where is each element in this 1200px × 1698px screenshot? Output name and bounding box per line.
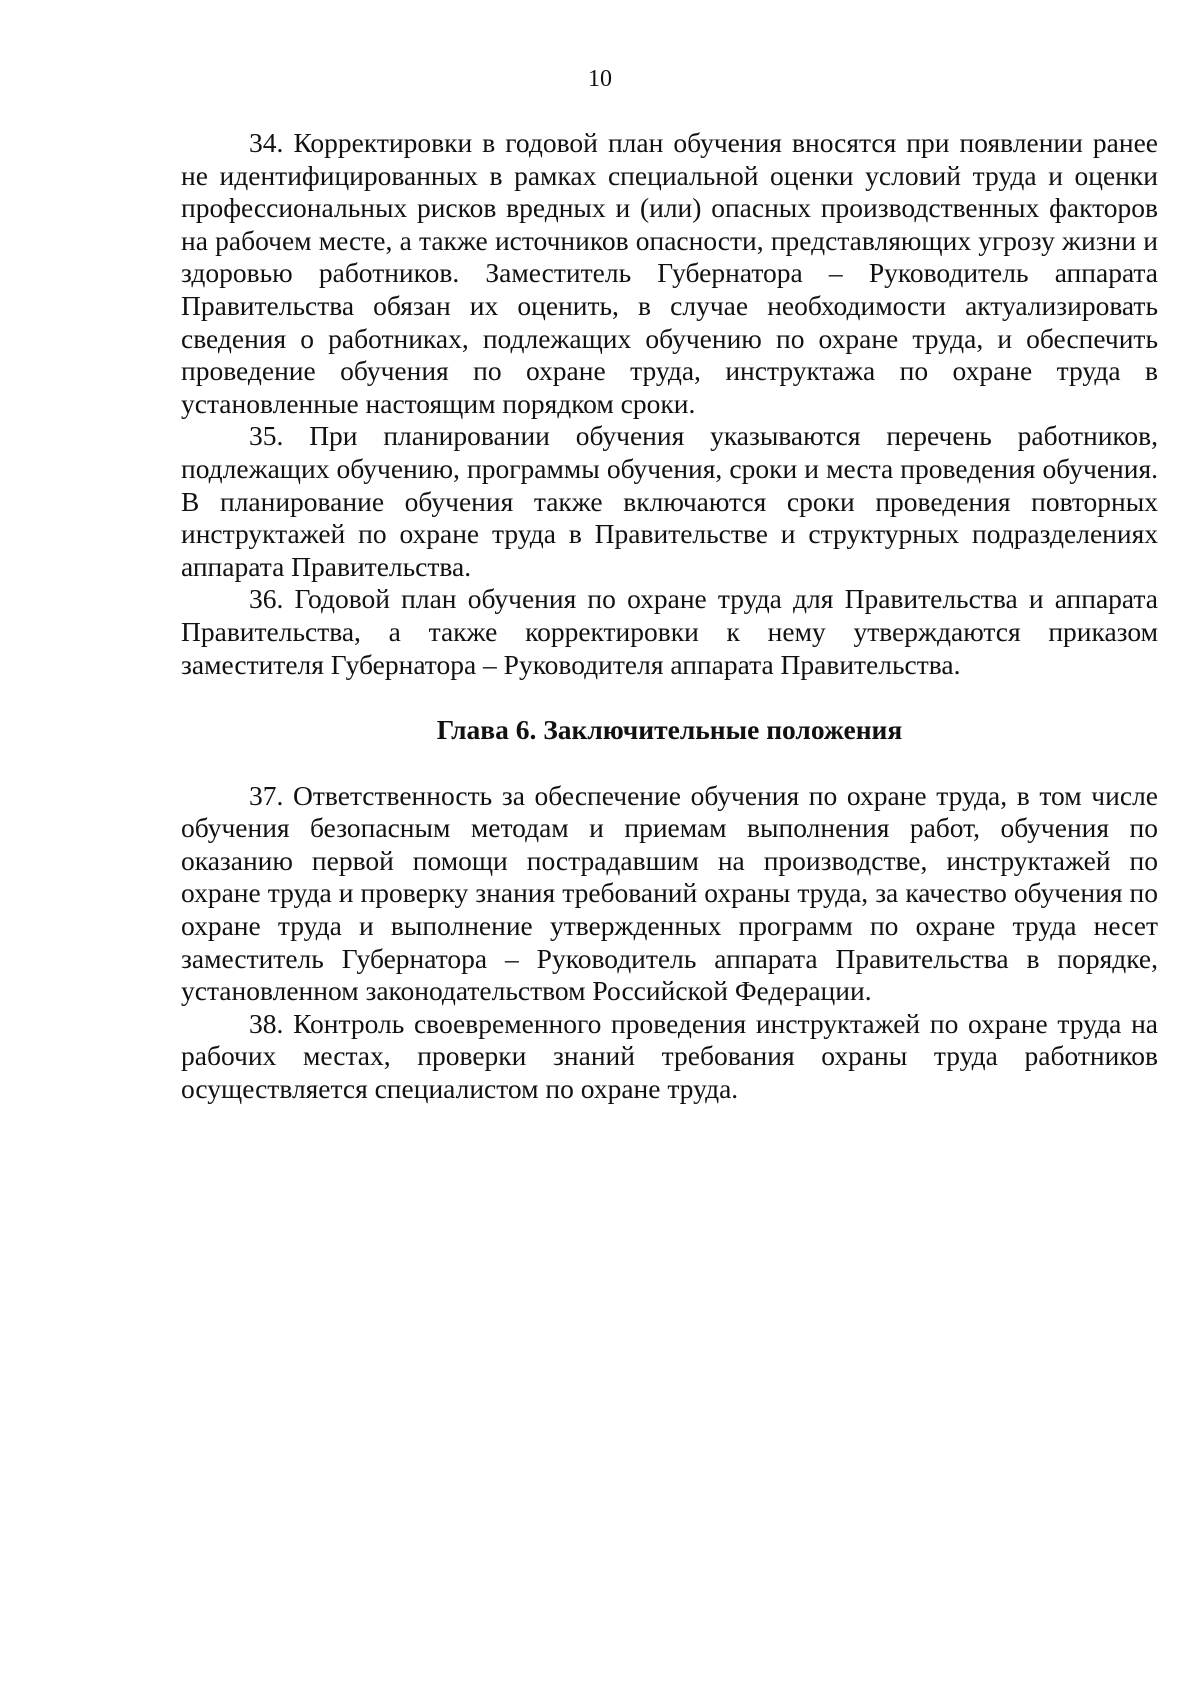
paragraph-35 <box>181 420 1158 583</box>
paragraph-number: 36. <box>249 583 284 615</box>
paragraph-number: 37. <box>249 779 284 811</box>
paragraph-text: Корректировки в годовой план обучения вносятся при появлении ранее не идентифицированных в рамках специальной оценки условий труда и оценки профессиональных рисков вредных и (или) опасных производственных факторов на рабочем месте, а также источников опасности, представляющих угрозу жизни и здоровью работников. Заместитель Губернатора – Руководитель аппарата Правительства обязан их оценить, в случае необходимости актуализировать сведения о работниках, подлежащих обучению по охране труда, и обеспечить проведение обучения по охране труда, инструктажа по охране труда в установленные настоящим порядком сроки. <box>181 127 1159 419</box>
paragraph-text: Ответственность за обеспечение обучения по охране труда, в том числе обучения безопасным методам и приемам выполнения работ, обучения по оказанию первой помощи пострадавшим на производстве, инструктажей по охране труда и проверку знания требований охраны труда, за качество обучения по охране труда и выполнение утвержденных программ по охране труда несет заместитель Губернатора – Руководитель аппарата Правительства в порядке, установленном законодательством Российской Федерации. <box>181 779 1158 1007</box>
paragraph-number: 34. <box>249 127 284 158</box>
paragraph-38 <box>181 1008 1158 1106</box>
paragraph-number: 38. <box>249 1007 284 1039</box>
paragraph-text: Годовой план обучения по охране труда для Правительства и аппарата Правительства, а также корректировки к нему утверждаются приказом заместителя Губернатора – Руководителя аппарата Правительства. <box>181 583 1158 680</box>
paragraph-37 <box>181 780 1158 1008</box>
document-body <box>181 127 1158 1106</box>
paragraph-34 <box>181 127 1158 420</box>
paragraph-text: Контроль своевременного проведения инструктажей по охране труда на рабочих местах, проверки знаний требования охраны труда работников осуществляется специалистом по охране труда. <box>181 1007 1158 1105</box>
paragraph-36 <box>181 583 1158 681</box>
chapter-heading: Глава 6. Заключительные положения <box>436 714 903 746</box>
page-number: 10 <box>588 66 612 92</box>
paragraph-text: При планировании обучения указываются перечень работников, подлежащих обучению, программы обучения, сроки и места проведения обучения. В планирование обучения также включаются сроки проведения повторных инструктажей по охране труда в Правительстве и структурных подразделениях аппарата Правительства. <box>181 420 1158 582</box>
paragraph-number: 35. <box>249 420 284 452</box>
